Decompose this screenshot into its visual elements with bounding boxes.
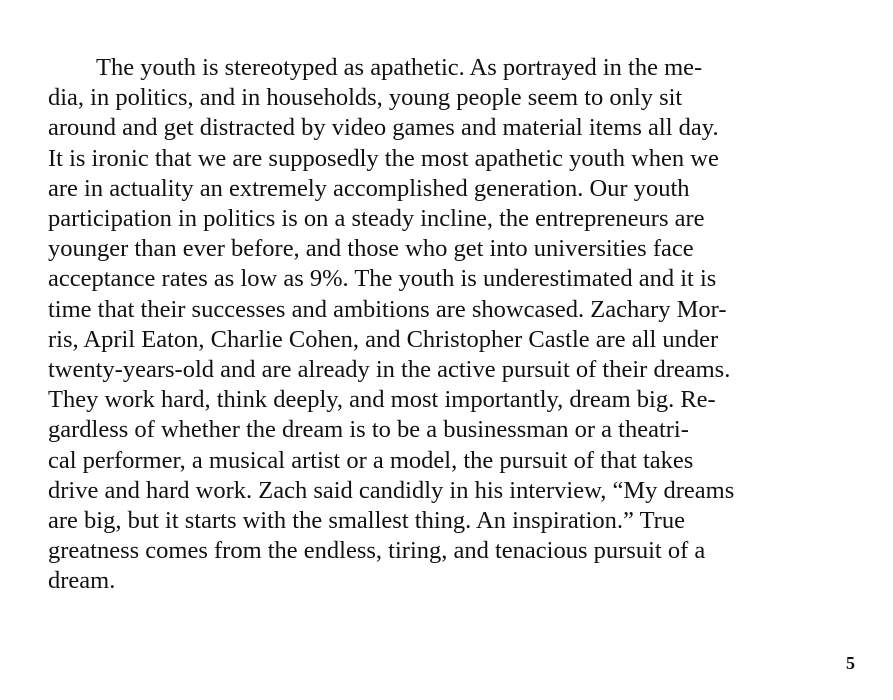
paragraph-line-16: are big, but it starts with the smallest thing. An inspiration.” True (48, 507, 685, 535)
paragraph-line-1: The youth is stereotyped as apathetic. As portrayed in the me- (96, 54, 703, 81)
paragraph-line-14: cal performer, a musical artist or a model, the pursuit of that takes (48, 446, 694, 474)
paragraph-line-6: participation in politics is on a steady incline, the entrepreneurs are (48, 205, 705, 233)
page-number: 5 (846, 653, 855, 673)
paragraph-line-2: dia, in politics, and in households, young people seem to only sit (48, 84, 683, 112)
paragraph-line-3: around and get distracted by video games and material items all day. (48, 114, 719, 142)
paragraph-line-4: It is ironic that we are supposedly the most apathetic youth when we (48, 144, 719, 172)
paragraph-line-7: younger than ever before, and those who get into universities face (48, 235, 694, 263)
paragraph-line-9: time that their successes and ambitions are showcased. Zachary Mor- (48, 295, 727, 323)
paragraph-line-11: twenty-years-old and are already in the active pursuit of their dreams. (48, 356, 731, 384)
paragraph-line-18: dream. (48, 567, 116, 595)
paragraph-line-10: ris, April Eaton, Charlie Cohen, and Christopher Castle are all under (48, 325, 719, 353)
paragraph-line-8: acceptance rates as low as 9%. The youth is underestimated and it is (48, 265, 717, 293)
paragraph-line-5: are in actuality an extremely accomplished generation. Our youth (48, 174, 690, 202)
paragraph-line-15: drive and hard work. Zach said candidly in his interview, “My dreams (48, 476, 735, 504)
paragraph-line-17: greatness comes from the endless, tiring, and tenacious pursuit of a (48, 537, 706, 565)
body-paragraph (48, 53, 848, 597)
paragraph-line-12: They work hard, think deeply, and most importantly, dream big. Re- (48, 386, 716, 414)
paragraph-line-13: gardless of whether the dream is to be a businessman or a theatri- (48, 416, 689, 444)
